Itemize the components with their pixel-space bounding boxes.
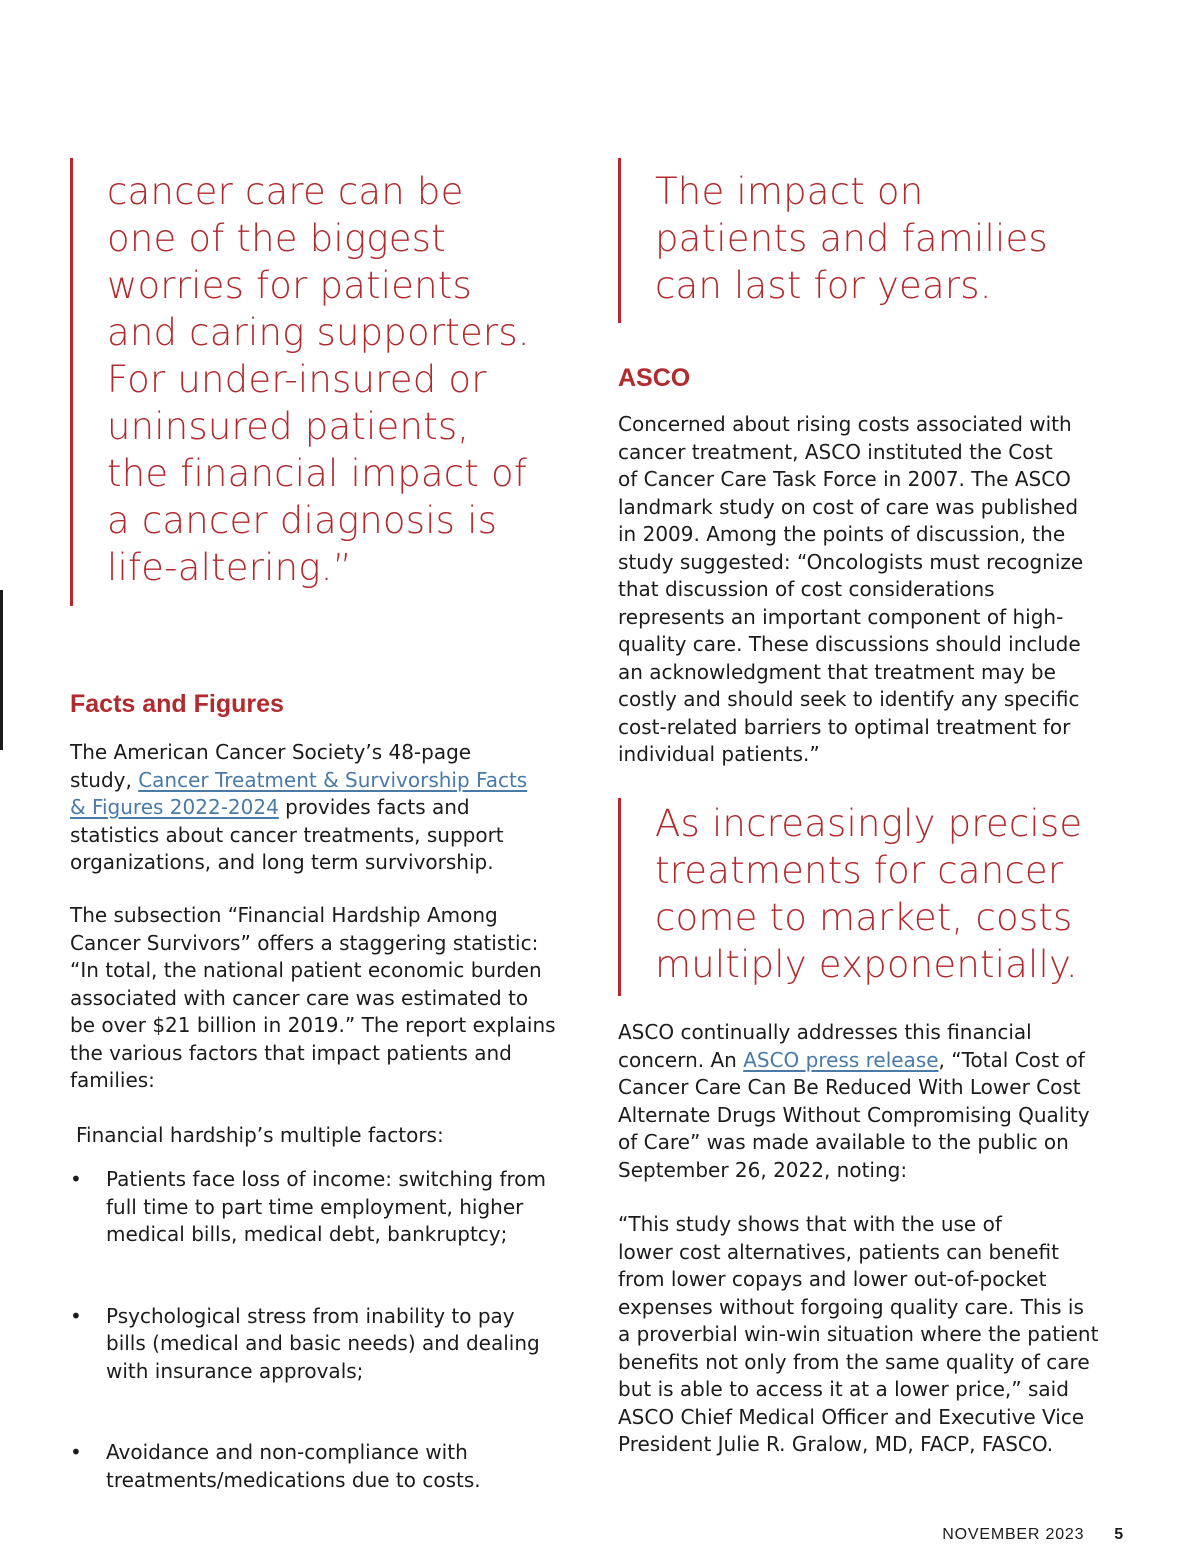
text-line: benefits not only from the same quality of care xyxy=(618,1349,1090,1374)
text-fragment: provides facts and xyxy=(278,795,470,819)
pull-quote-line: uninsured patients, xyxy=(107,405,470,448)
page-edge-mark xyxy=(0,590,3,750)
text-line: “In total, the national patient economic burden xyxy=(70,958,542,982)
pull-quote-line: can last for years. xyxy=(655,264,992,307)
list-item xyxy=(70,1166,590,1249)
pull-quote-line: and caring supporters. xyxy=(107,311,530,354)
text-line: Alternate Drugs Without Compromising Quality xyxy=(618,1102,1090,1127)
text-line: with insurance approvals; xyxy=(106,1358,364,1383)
text-line: costly and should seek to identify any specific xyxy=(618,687,1080,711)
asco-continual-paragraph xyxy=(618,1019,1090,1184)
asco-heading: ASCO xyxy=(618,364,691,392)
pull-quote-line: one of the biggest xyxy=(107,217,446,260)
text-line: that discussion of cost considerations xyxy=(618,577,995,601)
text-line: treatments/medications due to costs. xyxy=(106,1467,481,1492)
text-line: Avoidance and non-compliance with xyxy=(106,1440,468,1464)
issue-date: NOVEMBER 2023 xyxy=(942,1526,1085,1543)
facts-paragraph-2 xyxy=(70,902,556,1095)
pull-quote-line: a cancer diagnosis is xyxy=(107,499,498,542)
text-line: “This study shows that with the use of xyxy=(618,1212,1002,1236)
text-line: Cancer Survivors” offers a staggering statistic: xyxy=(70,930,539,955)
pull-quote-line: worries for patients xyxy=(107,264,472,307)
text-line: quality care. These discussions should include xyxy=(618,632,1081,656)
pull-quote-line: The impact on xyxy=(655,170,924,213)
text-line: Patients face loss of income: switching from xyxy=(106,1167,547,1191)
text-line: lower cost alternatives, patients can benefit xyxy=(618,1239,1059,1264)
text-line: landmark study on cost of care was published xyxy=(618,494,1079,519)
text-line: families: xyxy=(70,1068,155,1092)
text-line: statistics about cancer treatments, support xyxy=(70,822,504,847)
pull-quote-impact-years xyxy=(618,158,1118,323)
text-line: individual patients.” xyxy=(618,742,820,766)
pull-quote-line: patients and families xyxy=(655,217,1048,260)
list-item xyxy=(70,1303,590,1386)
pull-quote-line: life-altering.” xyxy=(107,546,352,589)
pull-quote-financial-worries xyxy=(70,158,560,606)
text-line xyxy=(618,1047,1090,1075)
text-line: a proverbial win-win situation where the patient xyxy=(618,1322,1099,1346)
pull-quote-costs-multiply xyxy=(618,798,1128,996)
facts-and-figures-heading: Facts and Figures xyxy=(70,690,284,718)
text-line: The subsection “Financial Hardship Among xyxy=(70,903,498,927)
pull-quote-line: come to market, costs xyxy=(655,896,1073,939)
text-line: of Cancer Care Task Force in 2007. The ASCO xyxy=(618,467,1071,491)
text-line: the various factors that impact patients and xyxy=(70,1040,512,1065)
text-line: expenses without forgoing quality care. This is xyxy=(618,1294,1084,1319)
text-line: Cancer Care Can Be Reduced With Lower Cost xyxy=(618,1075,1081,1099)
text-line: of Care” was made available to the public on xyxy=(618,1130,1069,1154)
pull-quote-line: treatments for cancer xyxy=(655,849,1064,892)
text-line: full time to part time employment, higher xyxy=(106,1194,524,1219)
text-line: ASCO continually addresses this financial xyxy=(618,1020,1032,1044)
pull-quote-line: the financial impact of xyxy=(107,452,528,495)
text-line: study suggested: “Oncologists must recognize xyxy=(618,549,1084,574)
text-line: be over $21 billion in 2019.” The report explains xyxy=(70,1013,556,1037)
bullet-icon: • xyxy=(70,1167,82,1191)
bullet-icon: • xyxy=(70,1303,82,1328)
text-line xyxy=(70,767,527,795)
bullet-icon: • xyxy=(70,1440,82,1464)
pull-quote-line: As increasingly precise xyxy=(655,802,1083,845)
text-line xyxy=(70,794,527,822)
page-number: 5 xyxy=(1114,1526,1124,1543)
text-line: Psychological stress from inability to pay xyxy=(106,1303,515,1328)
text-line: cancer treatment, ASCO instituted the Cost xyxy=(618,439,1053,464)
text-line: bills (medical and basic needs) and dealing xyxy=(106,1331,540,1355)
text-fragment: , “Total Cost of xyxy=(938,1047,1085,1072)
hardship-factors-list xyxy=(70,1166,590,1548)
text-line: represents an important component of high- xyxy=(618,604,1064,629)
text-line: President Julie R. Gralow, MD, FACP, FASCO. xyxy=(618,1432,1054,1456)
text-line: but is able to access it at a lower price,” said xyxy=(618,1377,1069,1401)
pull-quote-line: multiply exponentially. xyxy=(655,943,1078,986)
text-line: associated with cancer care was estimated to xyxy=(70,985,529,1010)
text-line: September 26, 2022, noting: xyxy=(618,1157,908,1182)
page-footer xyxy=(942,1526,1124,1544)
gralow-quote-paragraph xyxy=(618,1211,1098,1459)
pull-quote-line: cancer care can be xyxy=(107,170,464,213)
text-line: from lower copays and lower out-of-pocket xyxy=(618,1267,1047,1291)
text-line: medical bills, medical debt, bankruptcy; xyxy=(106,1222,508,1246)
list-item xyxy=(70,1439,590,1494)
text-line: cost-related barriers to optimal treatment for xyxy=(618,714,1071,739)
text-line: ASCO Chief Medical Officer and Executive Vice xyxy=(618,1404,1085,1429)
text-line: an acknowledgment that treatment may be xyxy=(618,659,1056,684)
text-line: The American Cancer Society’s 48-page xyxy=(70,740,472,764)
asco-press-release-link[interactable]: ASCO press release xyxy=(743,1047,939,1072)
cancer-treatment-survivorship-link[interactable]: Cancer Treatment & Survivorship Facts xyxy=(138,767,528,792)
text-line: Concerned about rising costs associated with xyxy=(618,412,1072,436)
text-line: in 2009. Among the points of discussion, the xyxy=(618,522,1066,546)
asco-paragraph xyxy=(618,411,1083,769)
text-fragment: study, xyxy=(70,767,139,792)
cancer-treatment-survivorship-link-cont[interactable]: & Figures 2022-2024 xyxy=(70,795,279,819)
factors-intro: Financial hardship’s multiple factors: xyxy=(76,1123,444,1147)
facts-paragraph-1 xyxy=(70,739,527,877)
text-fragment: concern. An xyxy=(618,1047,744,1072)
text-line: organizations, and long term survivorship. xyxy=(70,850,494,874)
pull-quote-line: For under-insured or xyxy=(107,358,487,401)
